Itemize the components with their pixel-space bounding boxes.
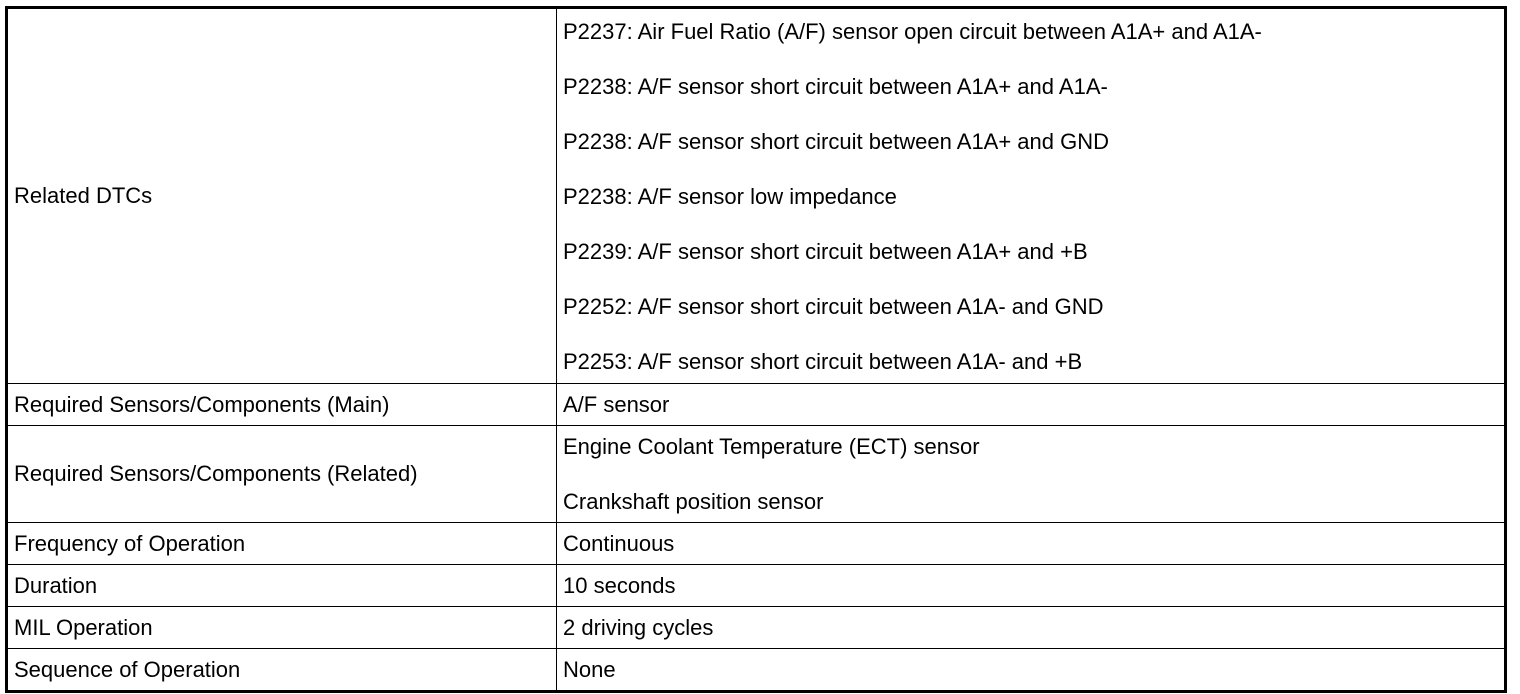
table-row — [7, 8, 1506, 384]
dtc-item: P2237: Air Fuel Ratio (A/F) sensor open circuit between A1A+ and A1A- — [563, 19, 1262, 44]
row-label: Sequence of Operation — [7, 649, 557, 692]
dtc-item: P2253: A/F sensor short circuit between A1A- and +B — [563, 349, 1083, 374]
row-value: Continuous — [557, 523, 1506, 565]
row-value: 10 seconds — [557, 565, 1506, 607]
row-label: Required Sensors/Components (Related) — [7, 426, 557, 523]
row-label: Duration — [7, 565, 557, 607]
row-label: Frequency of Operation — [7, 523, 557, 565]
component-item: Engine Coolant Temperature (ECT) sensor — [563, 434, 980, 459]
dtc-item: P2238: A/F sensor low impedance — [563, 184, 897, 209]
monitor-spec-table — [5, 6, 1507, 693]
table-row — [7, 607, 1506, 649]
row-value — [557, 8, 1506, 384]
dtc-item: P2252: A/F sensor short circuit between A1A- and GND — [563, 294, 1104, 319]
dtc-item: P2238: A/F sensor short circuit between A1A+ and A1A- — [563, 74, 1108, 99]
table-row — [7, 649, 1506, 692]
row-label: MIL Operation — [7, 607, 557, 649]
row-label: Related DTCs — [7, 8, 557, 384]
table-row — [7, 384, 1506, 426]
row-value: 2 driving cycles — [557, 607, 1506, 649]
row-value — [557, 426, 1506, 523]
table-row — [7, 565, 1506, 607]
table-row — [7, 426, 1506, 523]
dtc-item: P2238: A/F sensor short circuit between A1A+ and GND — [563, 129, 1110, 154]
row-value: None — [557, 649, 1506, 692]
component-item: Crankshaft position sensor — [563, 489, 824, 514]
row-label: Required Sensors/Components (Main) — [7, 384, 557, 426]
table-row — [7, 523, 1506, 565]
row-value: A/F sensor — [557, 384, 1506, 426]
dtc-item: P2239: A/F sensor short circuit between A1A+ and +B — [563, 239, 1088, 264]
